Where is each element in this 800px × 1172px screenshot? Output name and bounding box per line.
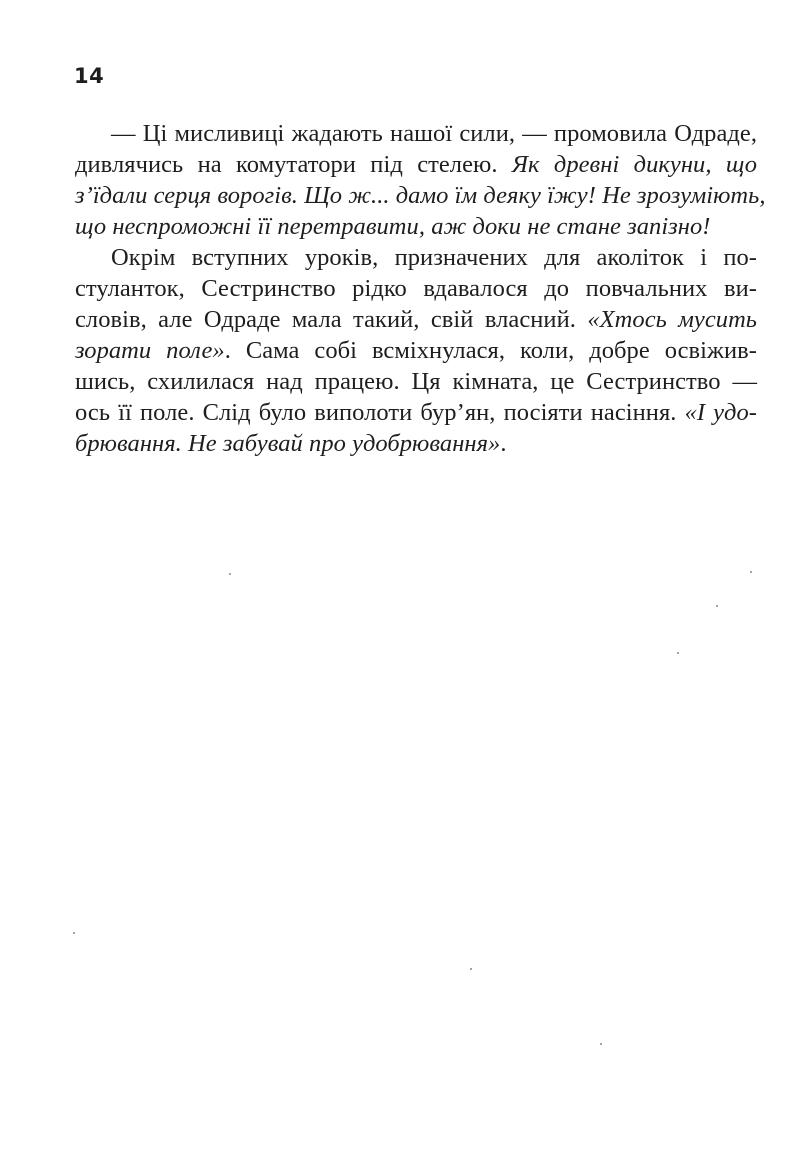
text-line xyxy=(75,211,757,242)
text-run: дивлячись на комутатори під стелею. xyxy=(75,151,512,178)
scan-speck xyxy=(600,1043,602,1045)
italic-text: брювання. Не забувай про удобрювання» xyxy=(75,430,501,457)
text-line xyxy=(75,428,757,459)
text-run: стуланток, Сестринство рідко вдавалося до повчальних ви- xyxy=(75,275,757,302)
scan-speck xyxy=(750,571,752,573)
italic-text: з’їдали серця ворогів. Що ж... дамо їм деяку їжу! Не зрозуміють, xyxy=(75,182,766,209)
italic-text: Як древні дикуни, що xyxy=(511,151,757,178)
text-line xyxy=(75,149,757,180)
text-line xyxy=(75,366,757,397)
scan-speck xyxy=(73,932,75,934)
scan-speck xyxy=(716,605,718,607)
scan-speck xyxy=(677,652,679,654)
paragraph xyxy=(75,118,766,242)
text-line xyxy=(75,118,757,149)
italic-text: зорати поле» xyxy=(75,337,225,364)
text-line xyxy=(75,242,757,273)
scan-speck xyxy=(470,968,472,970)
text-line xyxy=(75,397,757,428)
italic-text: що неспроможні її перетравити, аж доки не стане запізно! xyxy=(75,213,711,240)
text-run: — Ці мисливиці жадають нашої сили, — промовила Одраде, xyxy=(111,120,757,147)
scan-speck xyxy=(229,573,231,575)
italic-text: «Хтось мусить xyxy=(587,306,758,333)
page-number: 14 xyxy=(74,64,105,88)
text-run: . Сама собі всміхнулася, коли, добре освіжив- xyxy=(224,337,757,364)
text-line xyxy=(75,180,766,211)
paragraph xyxy=(75,242,757,459)
text-run: . xyxy=(500,430,507,457)
text-run: словів, але Одраде мала такий, свій власний. xyxy=(75,306,588,333)
text-run: шись, схилилася над працею. Ця кімната, це Сестринство — xyxy=(75,368,757,395)
text-line xyxy=(75,335,757,366)
italic-text: «І удо- xyxy=(684,399,757,426)
text-run: Окрім вступних уроків, призначених для аколіток і по- xyxy=(111,244,757,271)
text-line xyxy=(75,273,757,304)
text-run: ось її поле. Слід було виполоти бур’ян, посіяти насіння. xyxy=(75,399,685,426)
body-text xyxy=(75,118,766,459)
text-line xyxy=(75,304,757,335)
